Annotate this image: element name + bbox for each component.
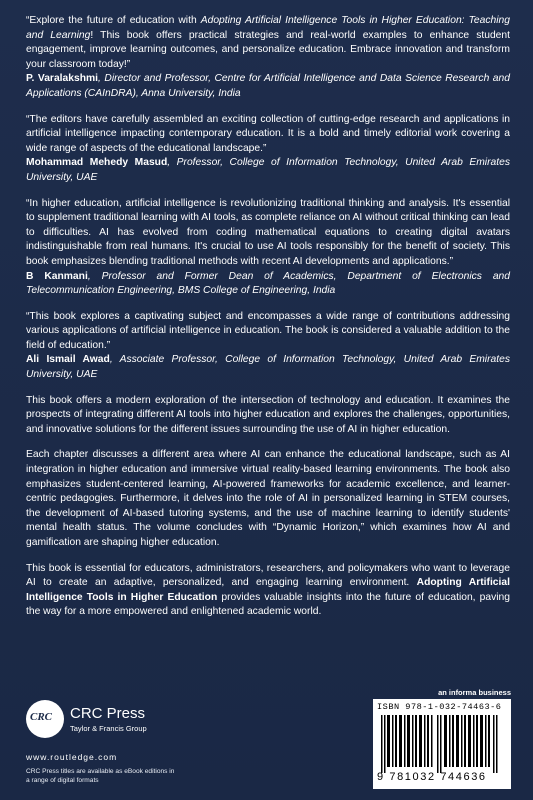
barcode-bars-icon: [381, 715, 503, 773]
endorsement-2: [26, 113, 510, 186]
barcode-digits: 9 781032 744636: [377, 771, 487, 783]
endorsement-attribution: Ali Ismail Awad, Associate Professor, College of Information Technology, United Arab Emirates University, UAE: [26, 354, 510, 381]
crc-logo-icon: [26, 700, 64, 738]
ebook-availability-note: CRC Press titles are available as eBook editions in a range of digital formats: [26, 768, 175, 784]
endorsement-attribution: B Kanmani, Professor and Former Dean of Academics, Department of Electronics and Telecommunication Engineering, BMS College of Engineering, India: [26, 270, 510, 297]
endorsement-1: [26, 14, 510, 102]
publisher-group: Taylor & Francis Group: [70, 724, 147, 733]
endorsement-text: “In higher education, artificial intelligence is revolutionizing traditional thinking and analysis. It's essential to supplement traditional learning with AI tools, as complete reliance on AI without critical thinking can lead to difficulties. AI has evolved from coding mathematical equations to creating digital avatars indistinguishable from real humans. It's crucial to use AI tools responsibly for the benefit of society. This book emphasizes blending traditional methods with recent AI developments and applications.”: [26, 197, 510, 267]
endorsement-3: [26, 197, 510, 299]
description-paragraph-3: This book is essential for educators, administrators, researchers, and policymakers who want to leverage AI to create an adaptive, personalized, and engaging learning environment. Adopting Artificial Intelligence Tools in Higher Education provides valuable insights into the future of education, paving the way for a more empowered and enlightened academic world.: [26, 562, 510, 618]
endorsement-4: [26, 310, 510, 383]
crc-logo-mark: CRC: [30, 711, 53, 723]
description-paragraph-2: Each chapter discusses a different area where AI can enhance the educational landscape, such as AI integration in higher education and immersive virtual reality-based learning environments. The book also emphasizes student-centered learning, AI-powered frameworks for academic excellence, and learner-centric pedagogies. Furthermore, it delves into the role of AI in personalized learning in STEM courses, the development of AI-based tutoring systems, and the use of machine learning to identify students' mental health status. The volume concludes with “Dynamic Horizon,” which examines how AI and gamification are shaping higher education.: [26, 449, 510, 548]
description-paragraph-1: This book offers a modern exploration of the intersection of technology and education. It examines the prospects of integrating different AI tools into higher education and explores the challenges, opportunities, and innovative solutions for the different issues surrounding the use of AI in higher education.: [26, 394, 510, 435]
cover-text-area: [26, 14, 510, 631]
endorsement-text: “The editors have carefully assembled an exciting collection of cutting-edge research and applications in artificial intelligence impacting contemporary education. It is a bold and timely editorial work covering a wide range of aspects of the educational landscape.”: [26, 113, 510, 154]
isbn-number: ISBN 978-1-032-74463-6: [377, 702, 502, 712]
crc-press-logo: [26, 700, 146, 744]
endorsement-text: “This book explores a captivating subject and encompasses a wide range of contributions addressing various applications of artificial intelligence in education. The book is considered a valuable addition to the field of education.”: [26, 310, 510, 351]
endorsement-attribution: Mohammad Mehedy Masud, Professor, College of Information Technology, United Arab Emirates University, UAE: [26, 157, 510, 183]
endorsement-attribution: P. Varalakshmi, Director and Professor, Centre for Artificial Intelligence and Data Science Research and Applications (CAInDRA), Anna University, India: [26, 73, 510, 99]
endorsement-text: “Explore the future of education with Adopting Artificial Intelligence Tools in Higher Education: Teaching and Learning! This book offers practical strategies and real-world examples to enhance student engagement, improve learning outcomes, and personalize education. Embrace innovation and transform your classroom today!”: [26, 15, 510, 70]
isbn-barcode: [373, 699, 511, 789]
publisher-website: www.routledge.com: [26, 752, 118, 762]
publisher-name: CRC Press: [70, 705, 146, 722]
informa-tagline: an informa business: [438, 688, 511, 697]
